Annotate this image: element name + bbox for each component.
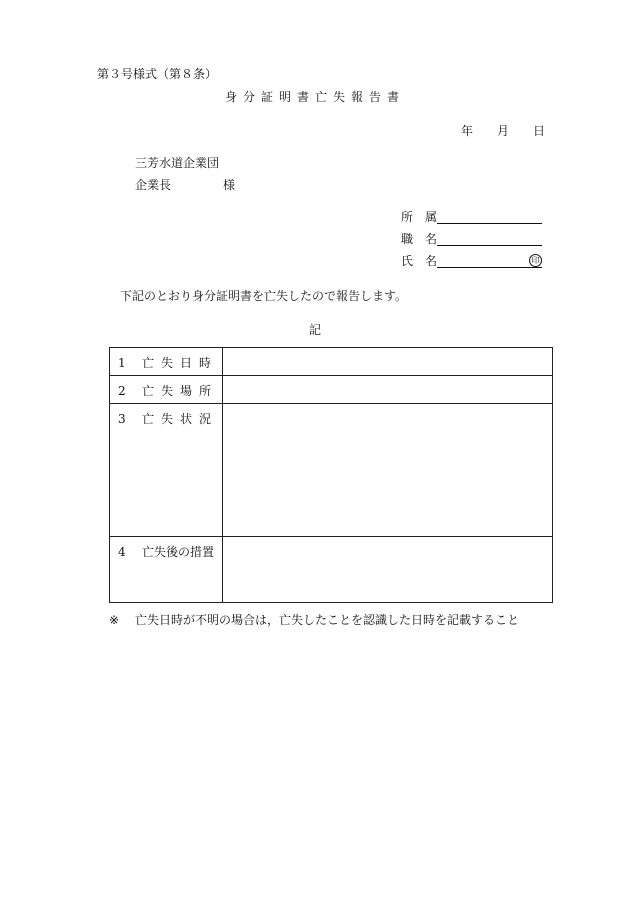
reporter-affiliation-label [401, 210, 437, 224]
reporter-name-field[interactable] [437, 267, 542, 268]
item-label: 亡失状況 [142, 412, 219, 426]
item-value-cell[interactable] [223, 348, 553, 376]
label-char: 属 [425, 210, 438, 224]
item-number: 2 [118, 384, 126, 398]
item-label-cell [110, 404, 223, 537]
item-number: 4 [118, 545, 126, 559]
reporter-name-label [401, 254, 437, 268]
date-line [461, 124, 545, 138]
reporter-post-row [401, 232, 542, 248]
table-row [110, 348, 553, 376]
addressee-organization: 三芳水道企業団 [135, 156, 220, 170]
footnote [109, 613, 519, 627]
seal-mark: 印 [529, 254, 542, 267]
date-day-label: 日 [533, 124, 546, 138]
reporter-affiliation-row [401, 210, 542, 226]
item-number: 3 [118, 412, 126, 426]
item-value-cell[interactable] [223, 376, 553, 404]
date-year-label: 年 [461, 124, 474, 138]
item-number: 1 [118, 356, 126, 370]
item-label: 亡失後の措置 [142, 545, 215, 559]
label-char: 名 [425, 232, 438, 246]
item-label: 亡失場所 [142, 384, 219, 398]
item-value-cell[interactable] [223, 537, 553, 603]
reporter-name-row [401, 254, 542, 270]
reporter-affiliation-field[interactable] [437, 223, 542, 224]
form-number: 第３号様式（第８条） [97, 67, 218, 81]
intro-text: 下記のとおり身分証明書を亡失したので報告します。 [120, 289, 408, 303]
item-label: 亡失日時 [142, 356, 219, 370]
item-label-cell [110, 376, 223, 404]
table-row [110, 376, 553, 404]
reporter-post-label [401, 232, 437, 246]
label-char: 氏 [401, 254, 414, 268]
document-title: 身分証明書亡失報告書 [224, 90, 405, 104]
item-value-cell[interactable] [223, 404, 553, 537]
addressee-position-line [135, 178, 235, 192]
addressee-honorific: 様 [223, 178, 236, 192]
table-row [110, 537, 553, 603]
items-table [109, 347, 553, 603]
reporter-post-field[interactable] [437, 245, 542, 246]
label-char: 名 [425, 254, 438, 268]
date-month-label: 月 [497, 124, 510, 138]
item-label-cell [110, 537, 223, 603]
addressee-position: 企業長 [135, 178, 172, 192]
label-char: 所 [401, 210, 414, 224]
note-text: 亡失日時が不明の場合は，亡失したことを認識した日時を記載すること [135, 613, 520, 627]
table-row [110, 404, 553, 537]
label-char: 職 [401, 232, 414, 246]
ki-heading: 記 [308, 323, 321, 337]
item-label-cell [110, 348, 223, 376]
note-mark: ※ [109, 613, 120, 627]
